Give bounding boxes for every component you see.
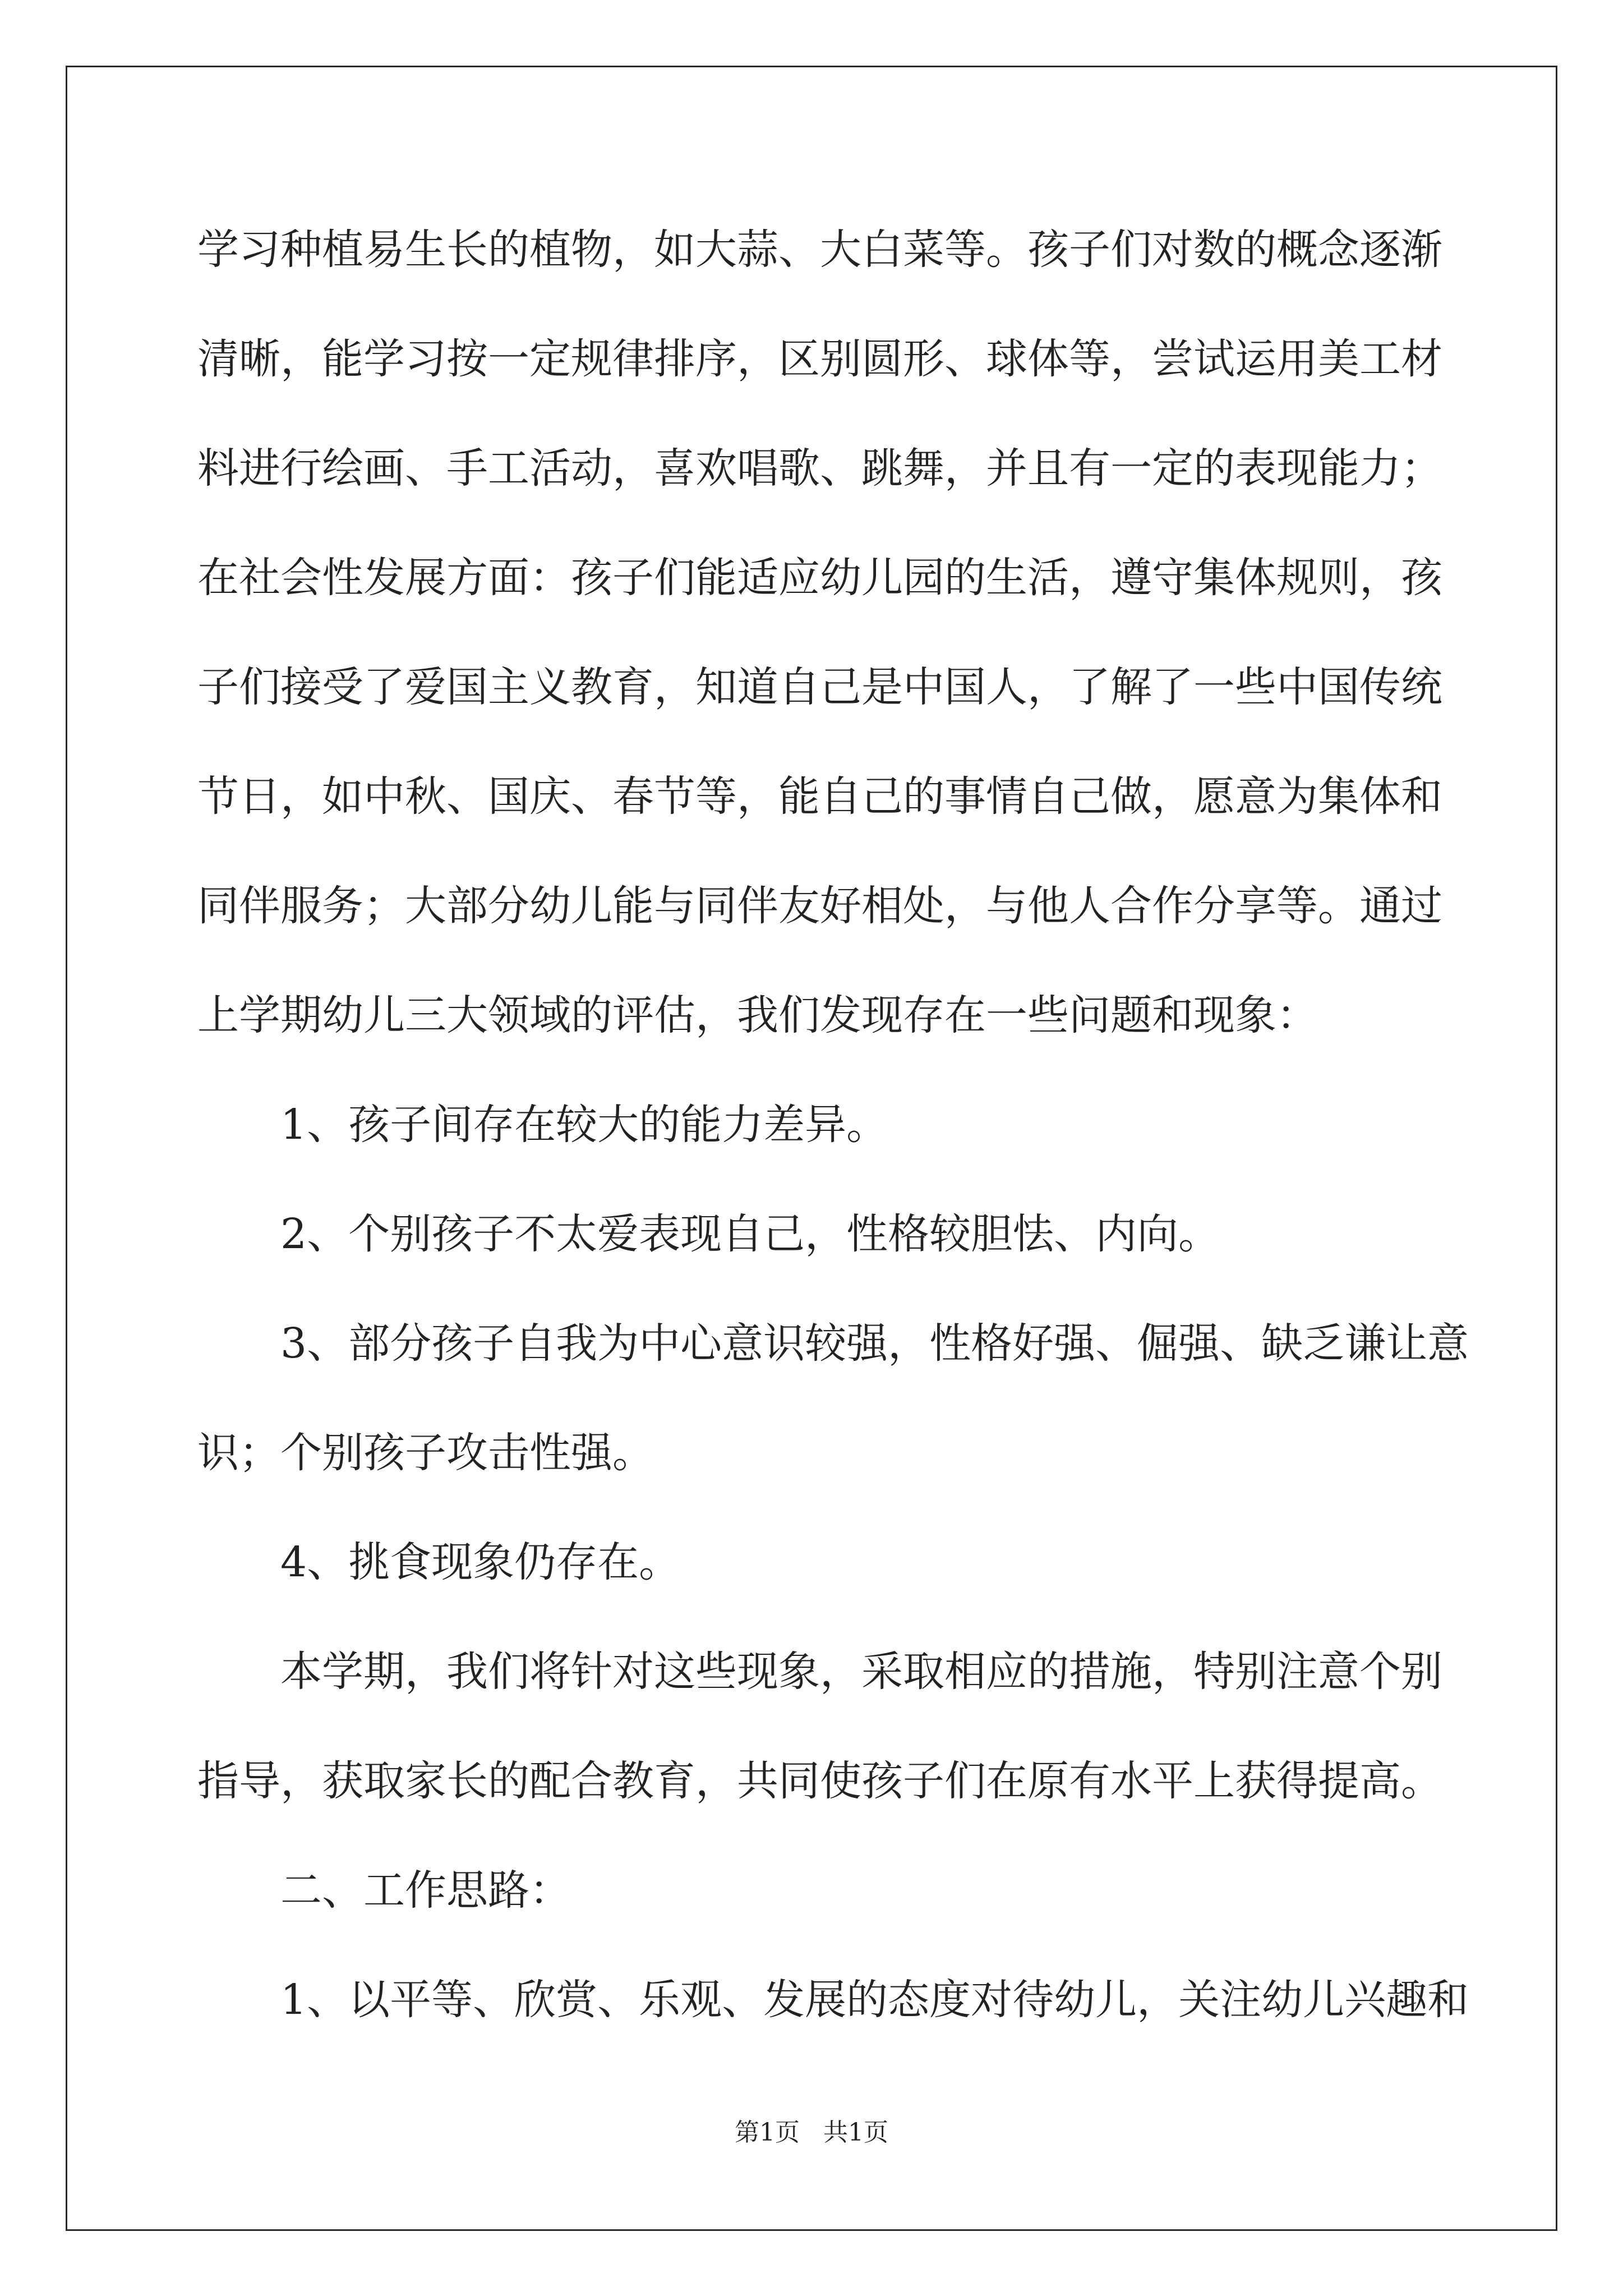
text-line: 在社会性发展方面：孩子们能适应幼儿园的生活，遵守集体规则，孩 [197,554,1442,602]
list-item: 4、挑食现象仍存在。 [280,1538,681,1586]
list-item: 3、部分孩子自我为中心意识较强，性格好强、倔强、缺乏谦让意 [280,1319,1469,1368]
text-line: 节日，如中秋、国庆、春节等，能自己的事情自己做，愿意为集体和 [197,772,1442,821]
text-line: 识；个别孩子攻击性强。 [197,1429,654,1477]
section-heading: 二、工作思路： [280,1866,571,1915]
text-line: 学习种植易生长的植物，如大蒜、大白菜等。孩子们对数的概念逐渐 [197,226,1442,274]
text-line: 指导，获取家长的配合教育，共同使孩子们在原有水平上获得提高。 [197,1757,1442,1805]
text-line: 同伴服务；大部分幼儿能与同伴友好相处，与他人合作分享等。通过 [197,882,1442,930]
page-footer: 第1页 共1页 [735,2118,888,2147]
text-line: 子们接受了爱国主义教育，知道自己是中国人，了解了一些中国传统 [197,663,1442,711]
document-body [197,213,1469,2073]
list-item: 2、个别孩子不太爱表现自己，性格较胆怯、内向。 [280,1210,1220,1258]
paragraph-start: 本学期，我们将针对这些现象，采取相应的措施，特别注意个别 [280,1648,1442,1696]
text-line: 上学期幼儿三大领域的评估，我们发现存在一些问题和现象： [197,991,1318,1039]
text-line: 料进行绘画、手工活动，喜欢唱歌、跳舞，并且有一定的表现能力； [197,444,1442,493]
text-line: 清晰，能学习按一定规律排序，区别圆形、球体等，尝试运用美工材 [197,335,1442,383]
list-item: 1、以平等、欣赏、乐观、发展的态度对待幼儿，关注幼儿兴趣和 [280,1976,1469,2024]
list-item: 1、孩子间存在较大的能力差异。 [280,1101,888,1149]
